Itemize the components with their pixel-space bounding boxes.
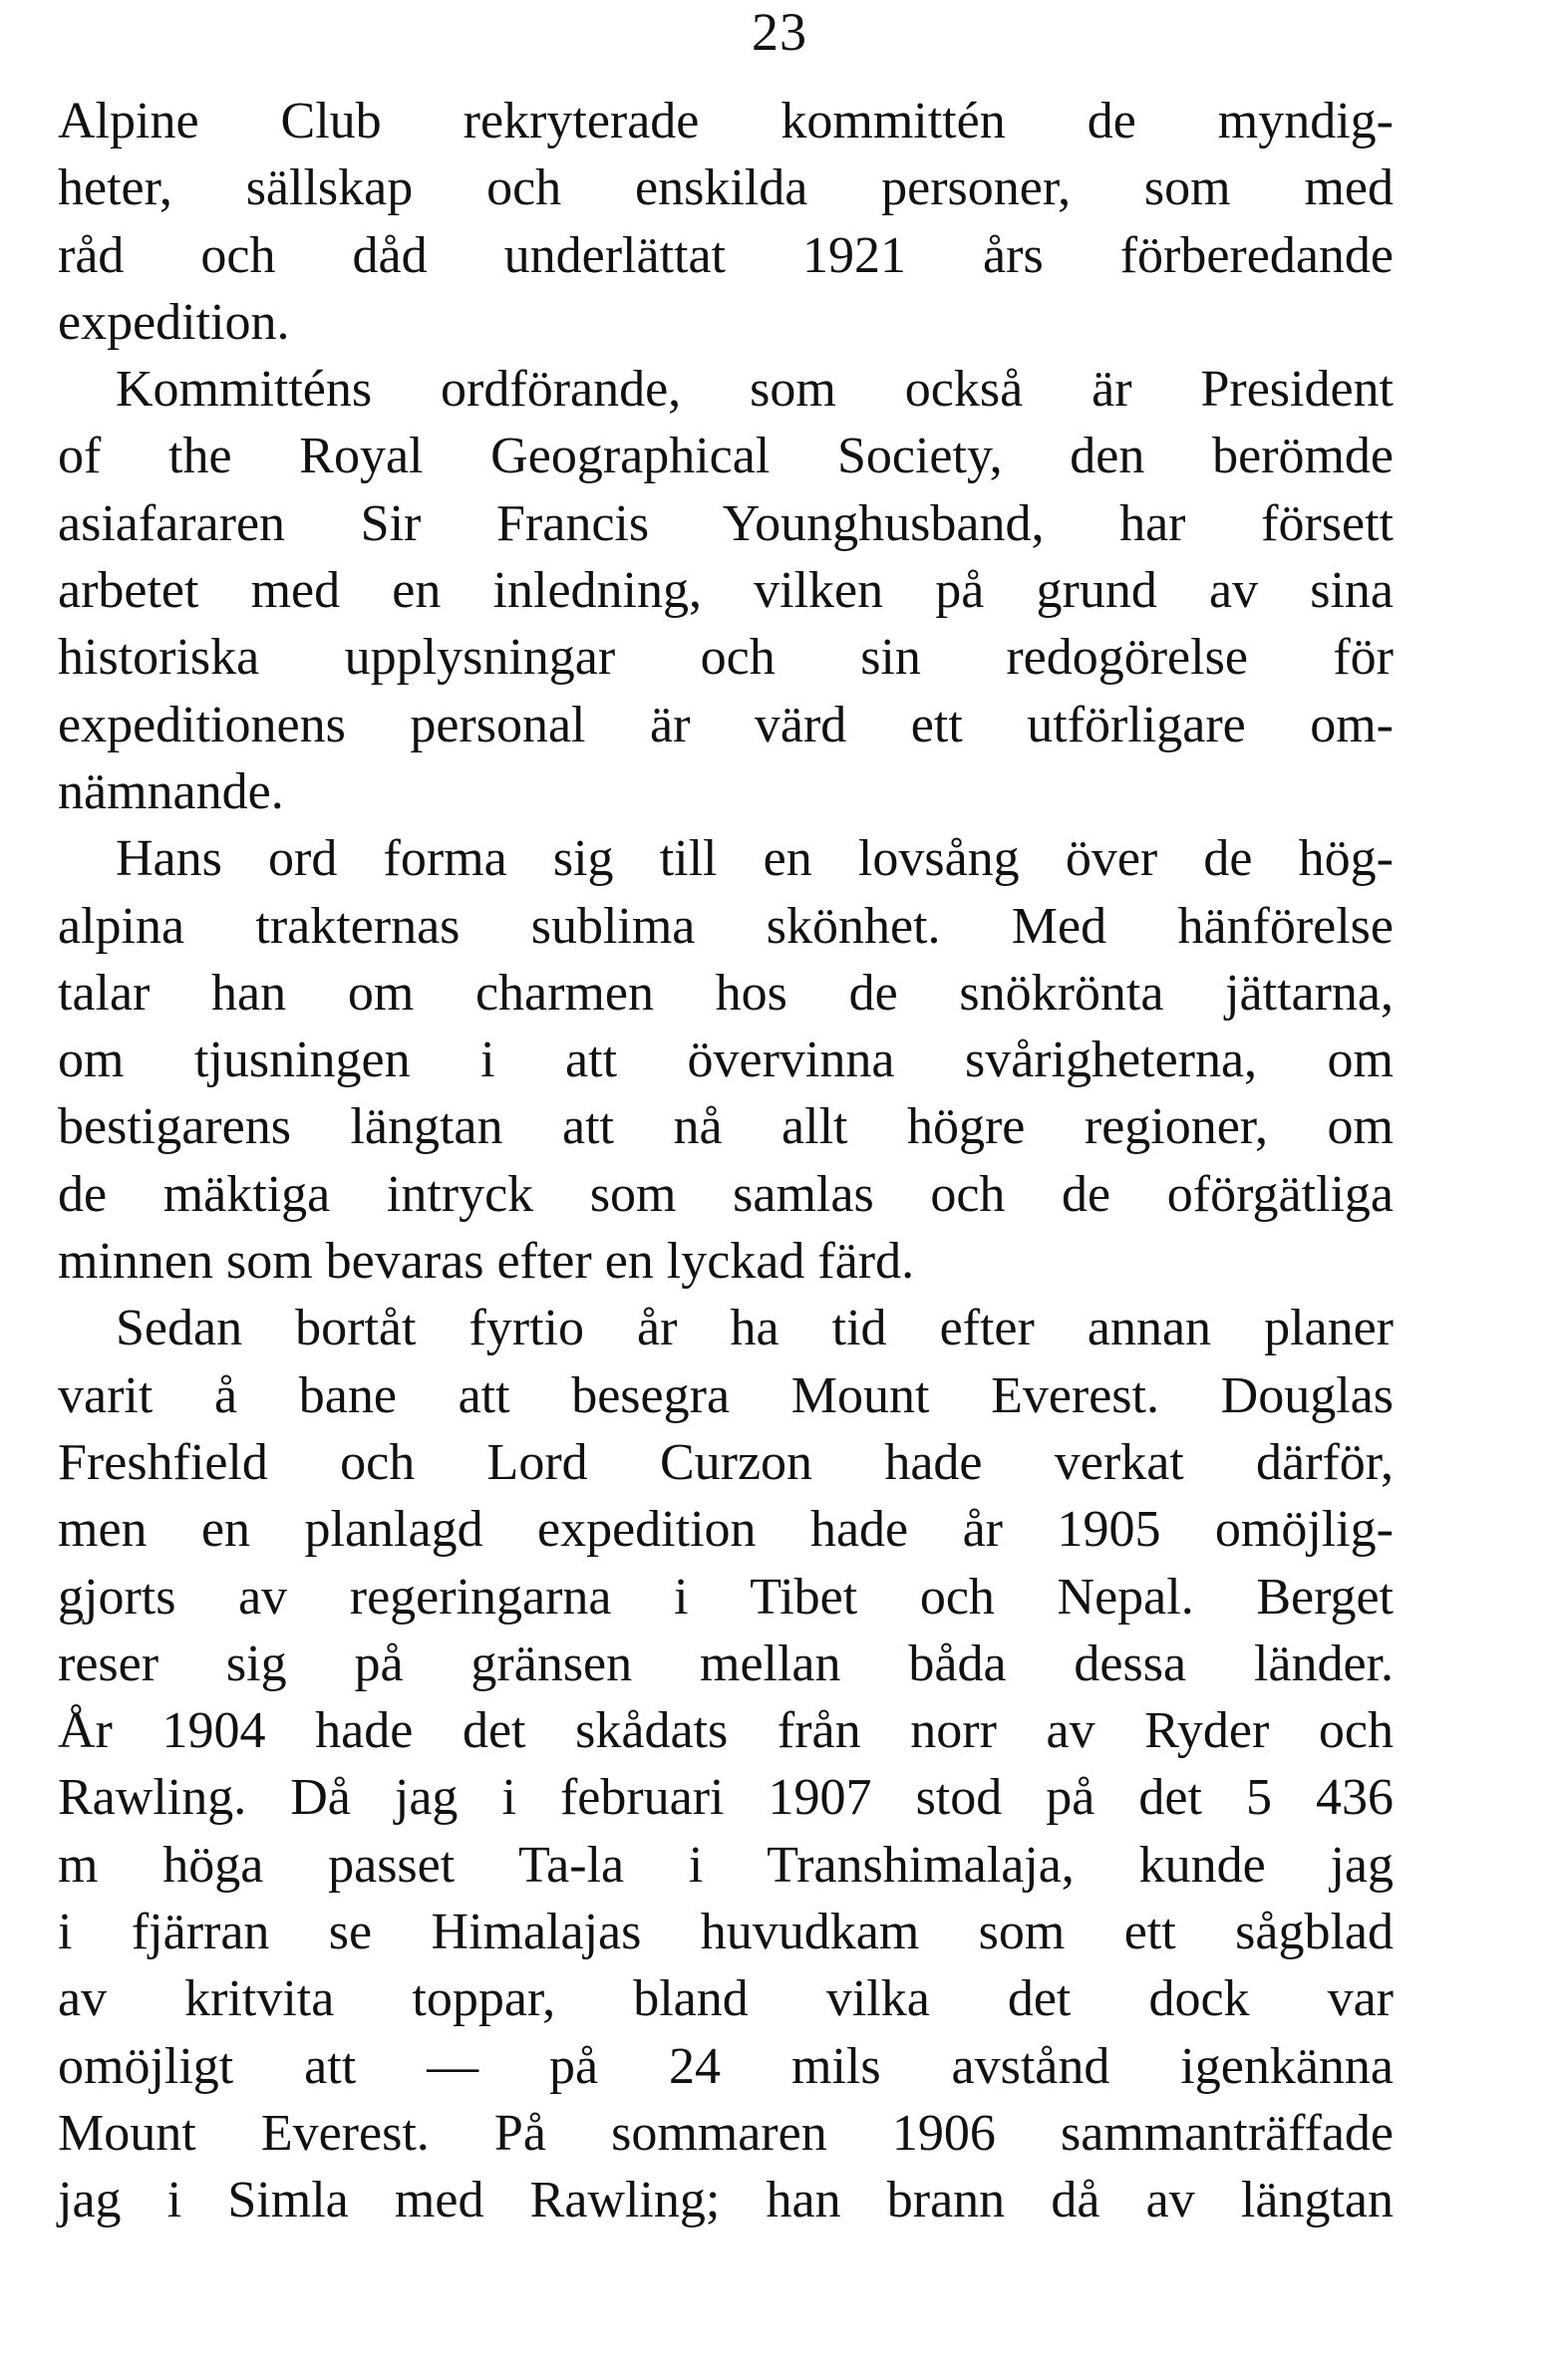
text-line: talar han om charmen hos de snökrönta jättarna,: [58, 964, 1394, 1022]
text-line: gjorts av regeringarna i Tibet och Nepal. Berget: [58, 1568, 1394, 1626]
body-text: [58, 88, 1394, 2234]
text-line: m höga passet Ta-la i Transhimalaja, kunde jag: [58, 1836, 1394, 1894]
text-line: av kritvita toppar, bland vilka det dock var: [58, 1970, 1394, 2028]
text-line: expeditionens personal är värd ett utförligare om-: [58, 696, 1394, 753]
text-line: i fjärran se Himalajas huvudkam som ett sågblad: [58, 1904, 1394, 1961]
text-line: Hans ord forma sig till en lovsång över de hög-: [116, 830, 1394, 888]
text-line: jag i Simla med Rawling; han brann då av längtan: [58, 2172, 1394, 2230]
text-line: historiska upplysningar och sin redogörelse för: [58, 629, 1394, 687]
text-line: Mount Everest. På sommaren 1906 sammanträffade: [58, 2104, 1394, 2162]
text-line: Kommitténs ordförande, som också är President: [116, 361, 1394, 419]
text-line: Rawling. Då jag i februari 1907 stod på det 5 436: [58, 1769, 1394, 1827]
paragraph-3: [58, 825, 1394, 1295]
text-line: asiafararen Sir Francis Younghusband, har försett: [58, 494, 1394, 552]
paragraph-4: [58, 1295, 1394, 2233]
text-line: Alpine Club rekryterade kommittén de myndig-: [58, 93, 1394, 149]
text-line: råd och dåd underlättat 1921 års förberedande: [58, 226, 1394, 284]
text-line: expedition.: [58, 293, 290, 351]
paragraph-1: [58, 88, 1394, 356]
paragraph-2: [58, 356, 1394, 825]
text-line: de mäktiga intryck som samlas och de oförgätliga: [58, 1165, 1394, 1223]
text-line: År 1904 hade det skådats från norr av Ryder och: [58, 1702, 1394, 1760]
text-line: heter, sällskap och enskilda personer, som med: [58, 159, 1394, 217]
text-line: men en planlagd expedition hade år 1905 omöjlig-: [58, 1501, 1394, 1559]
text-line: om tjusningen i att övervinna svårigheterna, om: [58, 1032, 1394, 1089]
text-line: of the Royal Geographical Society, den berömde: [58, 428, 1394, 485]
text-line: nämnande.: [58, 762, 284, 820]
text-line: arbetet med en inledning, vilken på grund av sina: [58, 562, 1394, 620]
text-line: bestigarens längtan att nå allt högre regioner, om: [58, 1098, 1394, 1156]
text-line: omöjligt att — på 24 mils avstånd igenkänna: [58, 2037, 1394, 2095]
text-line: reser sig på gränsen mellan båda dessa länder.: [58, 1635, 1394, 1692]
text-line: Sedan bortåt fyrtio år ha tid efter annan planer: [116, 1300, 1394, 1357]
page-number: 23: [752, 2, 807, 62]
text-line: minnen som bevaras efter en lyckad färd.: [58, 1233, 915, 1291]
text-line: alpina trakternas sublima skönhet. Med hänförelse: [58, 897, 1394, 955]
text-line: varit å bane att besegra Mount Everest. Douglas: [58, 1366, 1394, 1424]
text-line: Freshfield och Lord Curzon hade verkat därför,: [58, 1433, 1394, 1491]
